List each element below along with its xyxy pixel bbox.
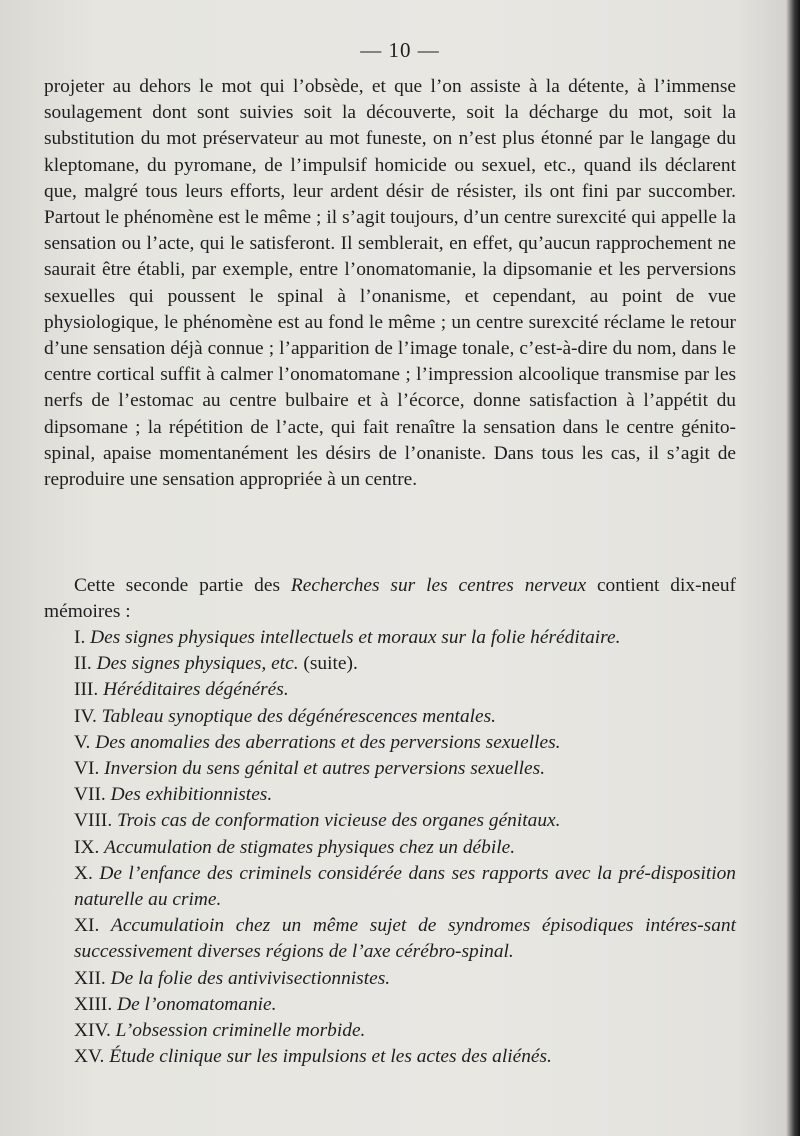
item-suffix: (suite). (298, 653, 358, 675)
page-number: — 10 — (360, 38, 440, 62)
item-number: XII. (74, 967, 106, 989)
item-number: II. (74, 653, 92, 675)
item-title: Inversion du sens génital et autres perversions sexuelles. (104, 758, 546, 780)
body-paragraph (44, 74, 736, 493)
item-title: Héréditaires dégénérés. (103, 679, 289, 701)
item-title: De l’onomatomanie. (117, 993, 277, 1015)
list-item (44, 782, 736, 808)
list-item (44, 808, 736, 834)
item-title: Étude clinique sur les impulsions et les actes des aliénés. (109, 1046, 552, 1068)
list-item (44, 966, 736, 992)
item-number: III. (74, 679, 99, 701)
list-item (44, 625, 736, 651)
item-title: Des signes physiques, etc. (96, 653, 299, 675)
list-item (44, 730, 736, 756)
item-number: VIII. (74, 810, 113, 832)
item-number: VI. (74, 758, 100, 780)
item-title: L’obsession criminelle morbide. (115, 1020, 366, 1042)
list-item (44, 704, 736, 730)
intro-title: Recherches sur les centres nerveux (290, 575, 587, 596)
paragraph-text: projeter au dehors le mot qui l’obsède, et que l’on assiste à la détente, à l’immense soulagement dont sont suivies soit la découverte, soit la décharge du mot, soit la substitution du mot préservateur au mot funeste, on n’est plus étonné par le langage du kleptomane, du pyromane, de l’impulsif homicide ou sexuel, etc., quand ils déclarent que, malgré tous leurs efforts, leur ardent désir de résister, ils ont fini par succomber. Partout le phénomène est le même ; il s’agit toujours, d’un centre surexcité qui appelle la sensation ou l’acte, qui le satisferont. Il semblerait, en effet, qu’aucun rapprochement ne saurait être établi, par exemple, entre l’onomatomanie, la dipsomanie et les perversions sexuelles qui poussent le spinal à l’onanisme, et cependant, au point de vue physiologique, le phénomène est au fond le même ; un centre surexcité réclame le retour d’une sensation déjà connue ; l’apparition de l’image tonale, c’est-à-dire du nom, dans le centre cortical suffit à calmer l’onomatomane ; l’impression alcoolique transmise par les nerfs de l’estomac au centre bulbaire et à l’écorce, donne satisfaction à l’appétit du dipsomane ; la répétition de l’acte, qui fait renaître la sensation dans le centre génito-spinal, apaise momentanément les désirs de l’onaniste. Dans tous les cas, il s’agit de reproduire une sensation appropriée à un centre. (44, 76, 736, 491)
item-number: XI. (74, 915, 100, 937)
item-number: VII. (74, 784, 106, 806)
list-item (44, 861, 736, 913)
item-title: De l’enfance des criminels considérée dans ses rapports avec la pré-disposition naturelle au crime. (74, 862, 736, 911)
item-number: I. (74, 627, 86, 648)
intro-after: contient dix-neuf mémoires : (44, 575, 736, 623)
item-title: Tableau synoptique des dégénérescences mentales. (101, 705, 497, 727)
item-number: X. (74, 862, 93, 884)
item-number: IX. (74, 836, 100, 858)
intro-before: Cette seconde partie des (74, 575, 291, 596)
list-item (44, 913, 736, 965)
item-title: Des anomalies des aberrations et des perversions sexuelles. (95, 731, 561, 753)
intro-paragraph (44, 573, 736, 625)
item-title: Des signes physiques intellectuels et moraux sur la folie héréditaire. (90, 627, 621, 648)
list-item (44, 835, 736, 861)
list-item (44, 1018, 736, 1044)
item-title: Accumulation de stigmates physiques chez un débile. (104, 836, 516, 858)
list-item (44, 992, 736, 1018)
page-edge-shadow (786, 0, 800, 1136)
item-title: De la folie des antivivisectionnistes. (110, 967, 391, 989)
item-title: Accumulatioin chez un même sujet de syndromes épisodiques intéres-sant successivement diverses régions de l’axe cérébro-spinal. (74, 915, 736, 963)
item-number: IV. (74, 705, 97, 727)
list-item (44, 1044, 736, 1070)
list-item (44, 756, 736, 782)
item-number: XIII. (74, 993, 113, 1015)
memoir-list (44, 625, 736, 1070)
list-item (44, 651, 736, 677)
item-number: XIV. (74, 1020, 111, 1042)
item-title: Des exhibitionnistes. (110, 784, 273, 806)
intro-text (44, 573, 736, 625)
item-number: XV. (74, 1046, 105, 1068)
list-item (44, 677, 736, 703)
item-title: Trois cas de conformation vicieuse des organes génitaux. (117, 810, 561, 832)
item-number: V. (74, 731, 91, 753)
